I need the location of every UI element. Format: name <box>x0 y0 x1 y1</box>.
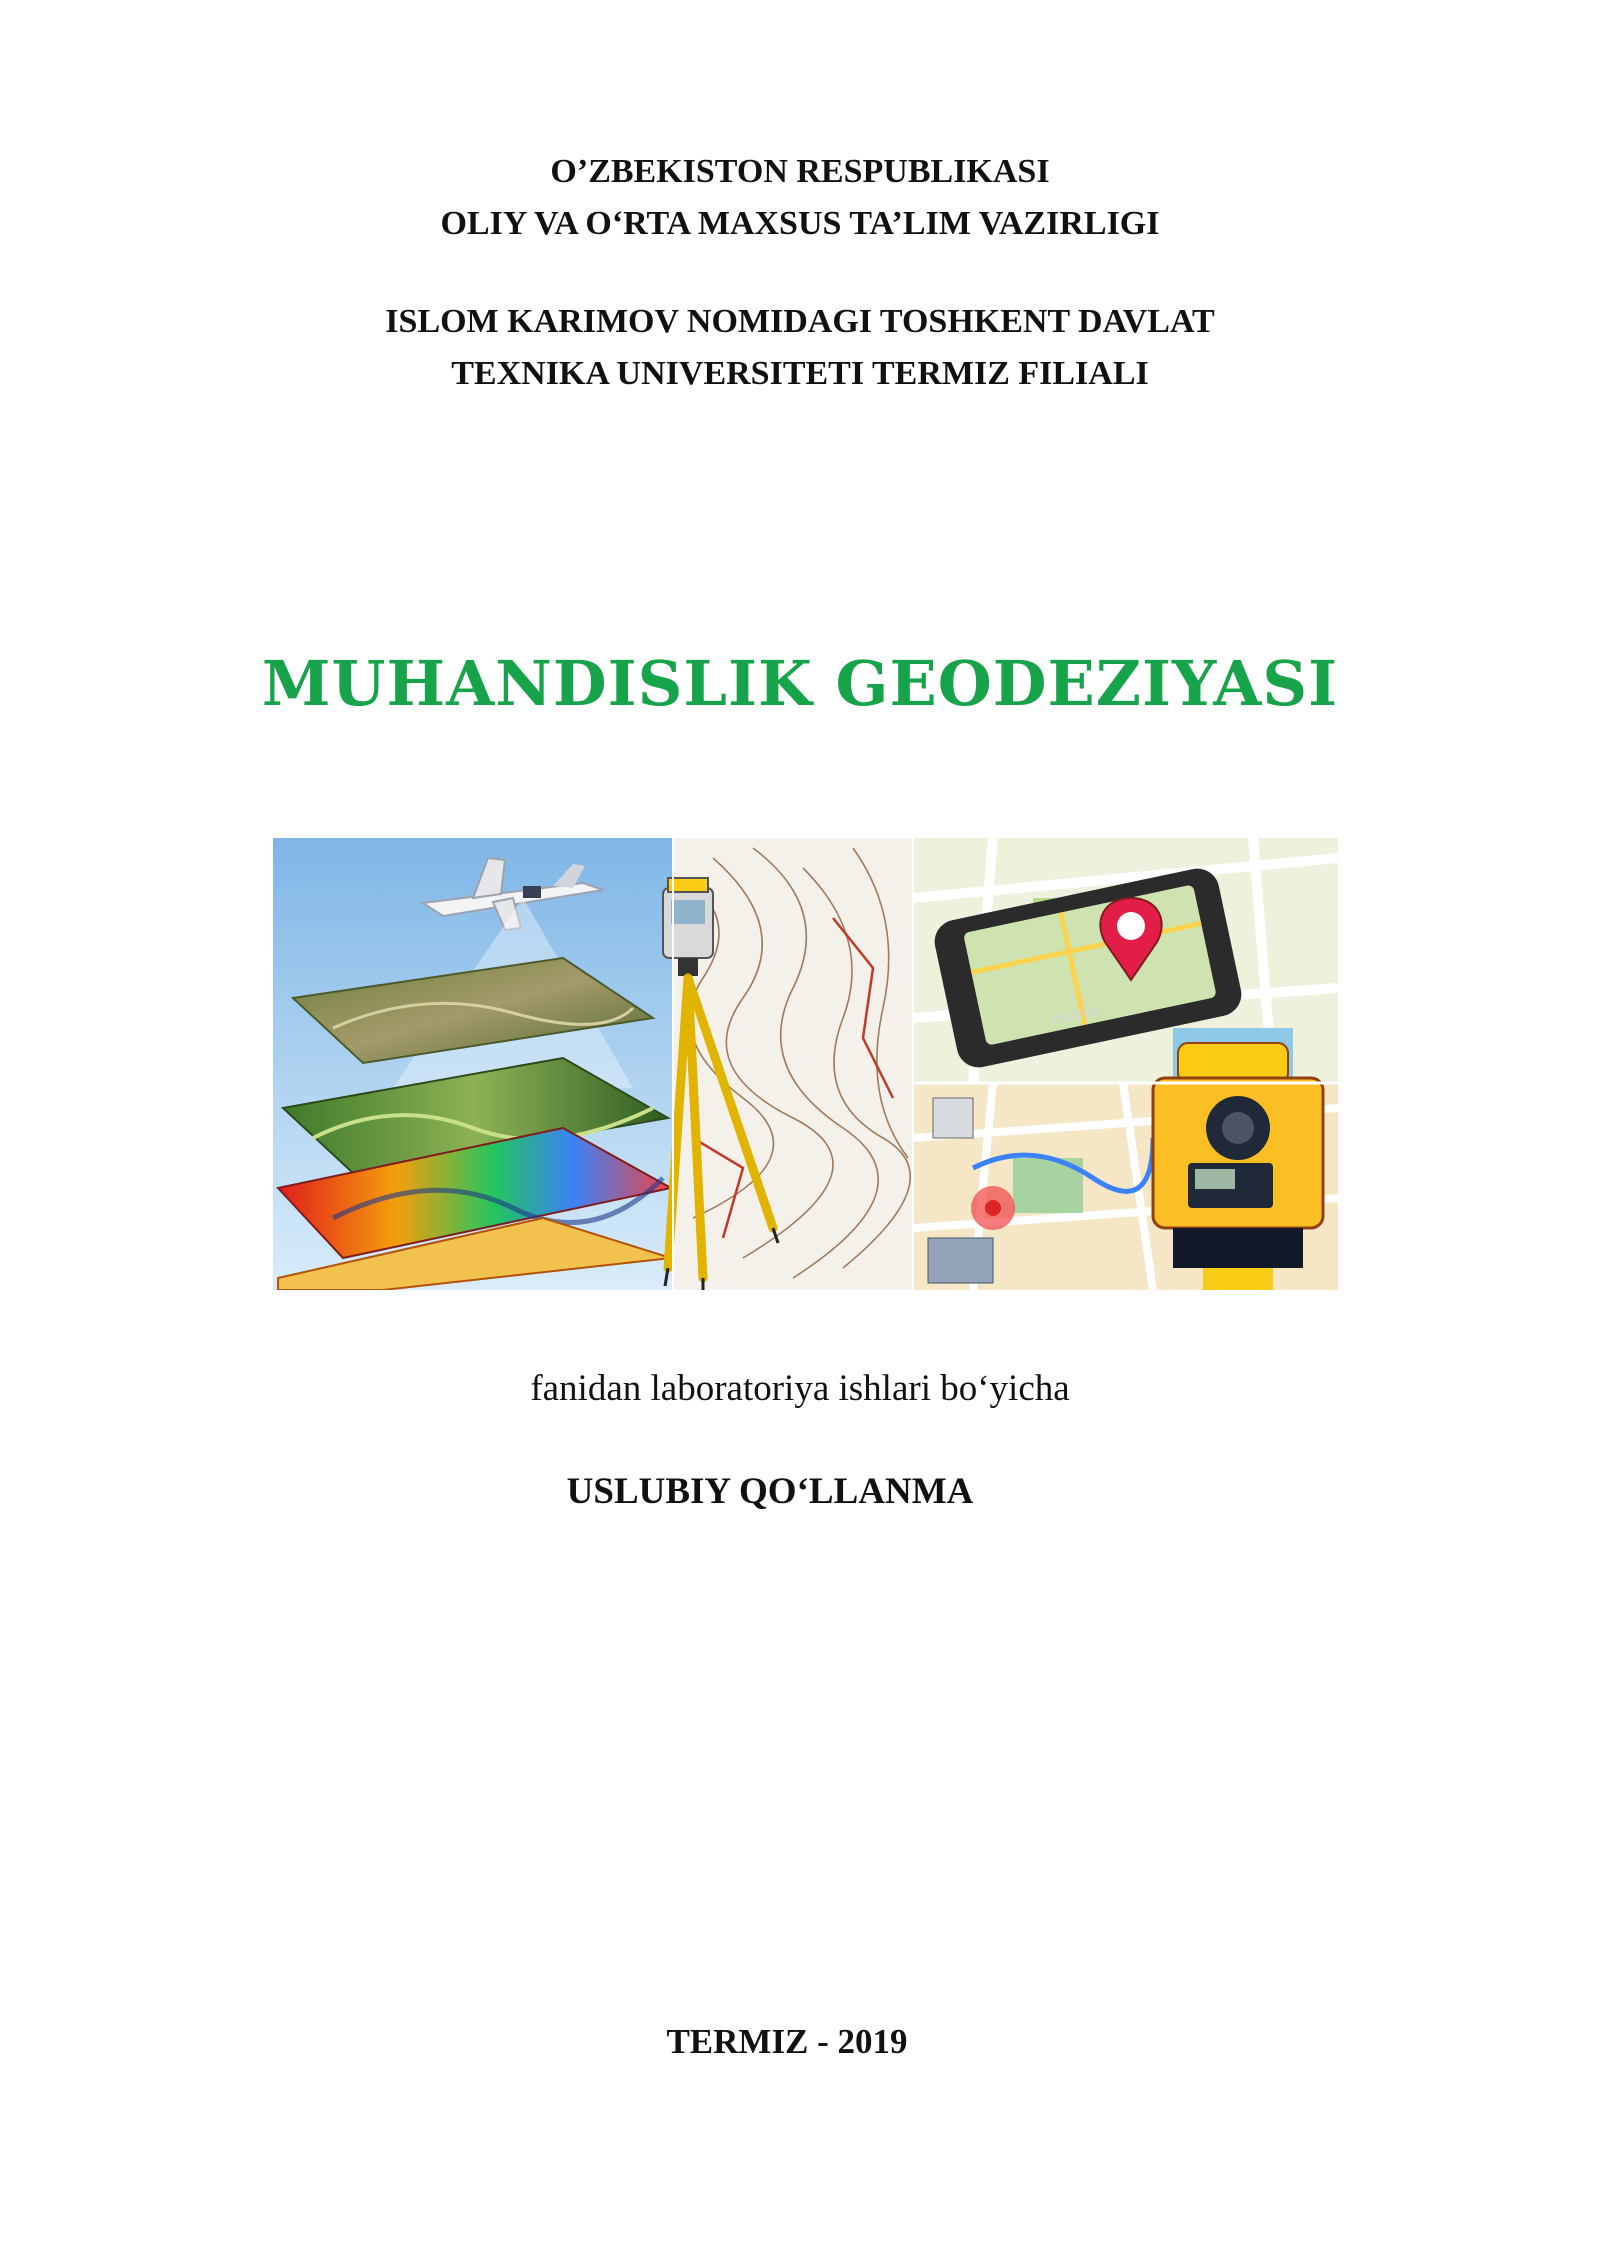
header-line-4: TEXNIKA UNIVERSITETI TERMIZ FILIALI <box>451 355 1149 392</box>
document-type: USLUBIY QO‘LLANMA <box>566 1471 974 1512</box>
total-station-panel <box>663 838 913 1290</box>
header-line-1: O’ZBEKISTON RESPUBLIKASI <box>550 153 1050 190</box>
cover-illustration <box>273 838 1338 1290</box>
place-year: TERMIZ - 2019 <box>666 2022 908 2061</box>
document-title: MUHANDISLIK GEODEZIYASI <box>261 647 1339 720</box>
theodolite-icon <box>1153 1043 1323 1290</box>
phone-brand-text: mobile <box>1051 1002 1102 1029</box>
subtitle: fanidan laboratoriya ishlari bo‘yicha <box>530 1368 1070 1409</box>
drone-terrain-panel <box>273 838 673 1290</box>
header-line-3: ISLOM KARIMOV NOMIDAGI TOSHKENT DAVLAT <box>385 303 1215 340</box>
header-line-2: OLIY VA O‘RTA MAXSUS TA’LIM VAZIRLIGI <box>440 205 1160 242</box>
